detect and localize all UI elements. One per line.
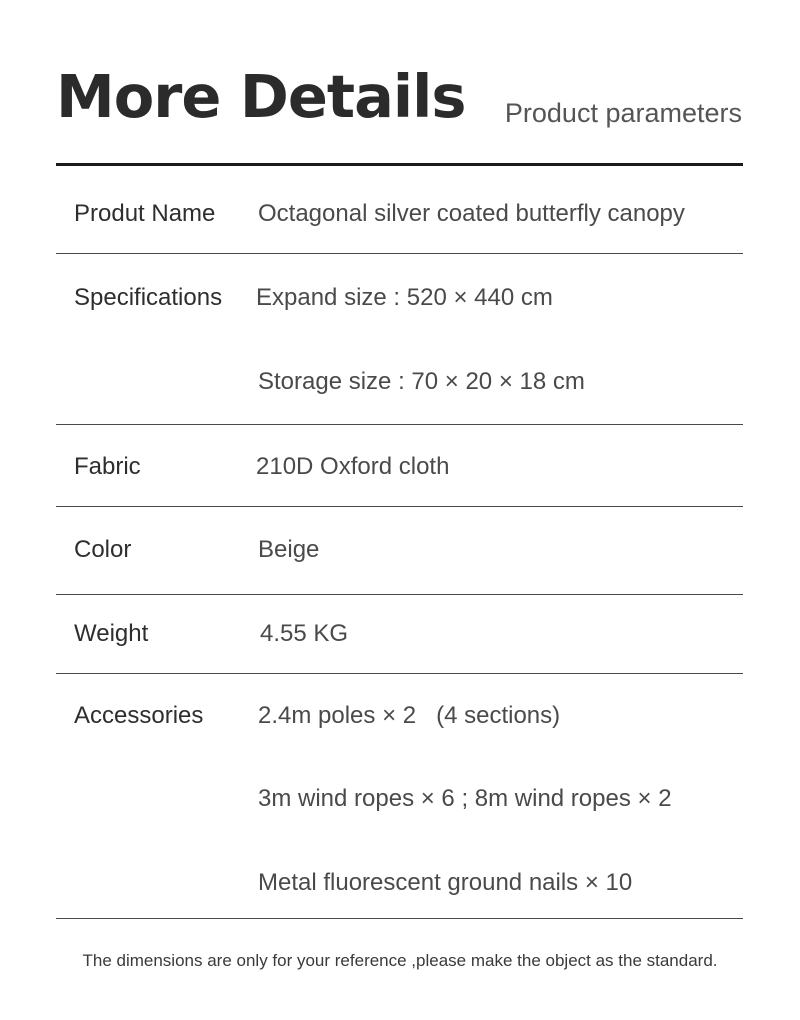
table-row-fabric (56, 425, 743, 507)
row-value: 2.4m poles × 2 (4 sections) (258, 702, 561, 729)
row-value: Storage size : 70 × 20 × 18 cm (258, 368, 585, 395)
row-label: Specifications (74, 284, 223, 311)
row-value: 4.55 KG (260, 620, 349, 647)
page-subtitle: Product parameters (504, 98, 742, 128)
table-row-specifications (56, 254, 743, 425)
row-value: Metal fluorescent ground nails × 10 (258, 869, 633, 896)
row-label: Accessories (74, 702, 204, 729)
row-value: Expand size : 520 × 440 cm (256, 284, 553, 311)
row-label: Color (74, 536, 132, 563)
row-label: Fabric (74, 453, 141, 480)
row-value: Octagonal silver coated butterfly canopy (258, 200, 685, 227)
parameters-table (56, 166, 743, 919)
row-value: Beige (258, 536, 320, 563)
row-label: Produt Name (74, 200, 216, 227)
table-row-accessories (56, 674, 743, 919)
row-value: 210D Oxford cloth (256, 453, 450, 480)
page-title: More Details (56, 62, 466, 131)
table-row-weight (56, 595, 743, 674)
row-value: 3m wind ropes × 6 ; 8m wind ropes × 2 (258, 785, 672, 812)
table-row-color (56, 507, 743, 595)
footer-note: The dimensions are only for your reference ,please make the object as the standard. (82, 951, 718, 970)
table-row-product-name (56, 166, 743, 254)
header (56, 62, 742, 142)
row-label: Weight (74, 620, 149, 647)
